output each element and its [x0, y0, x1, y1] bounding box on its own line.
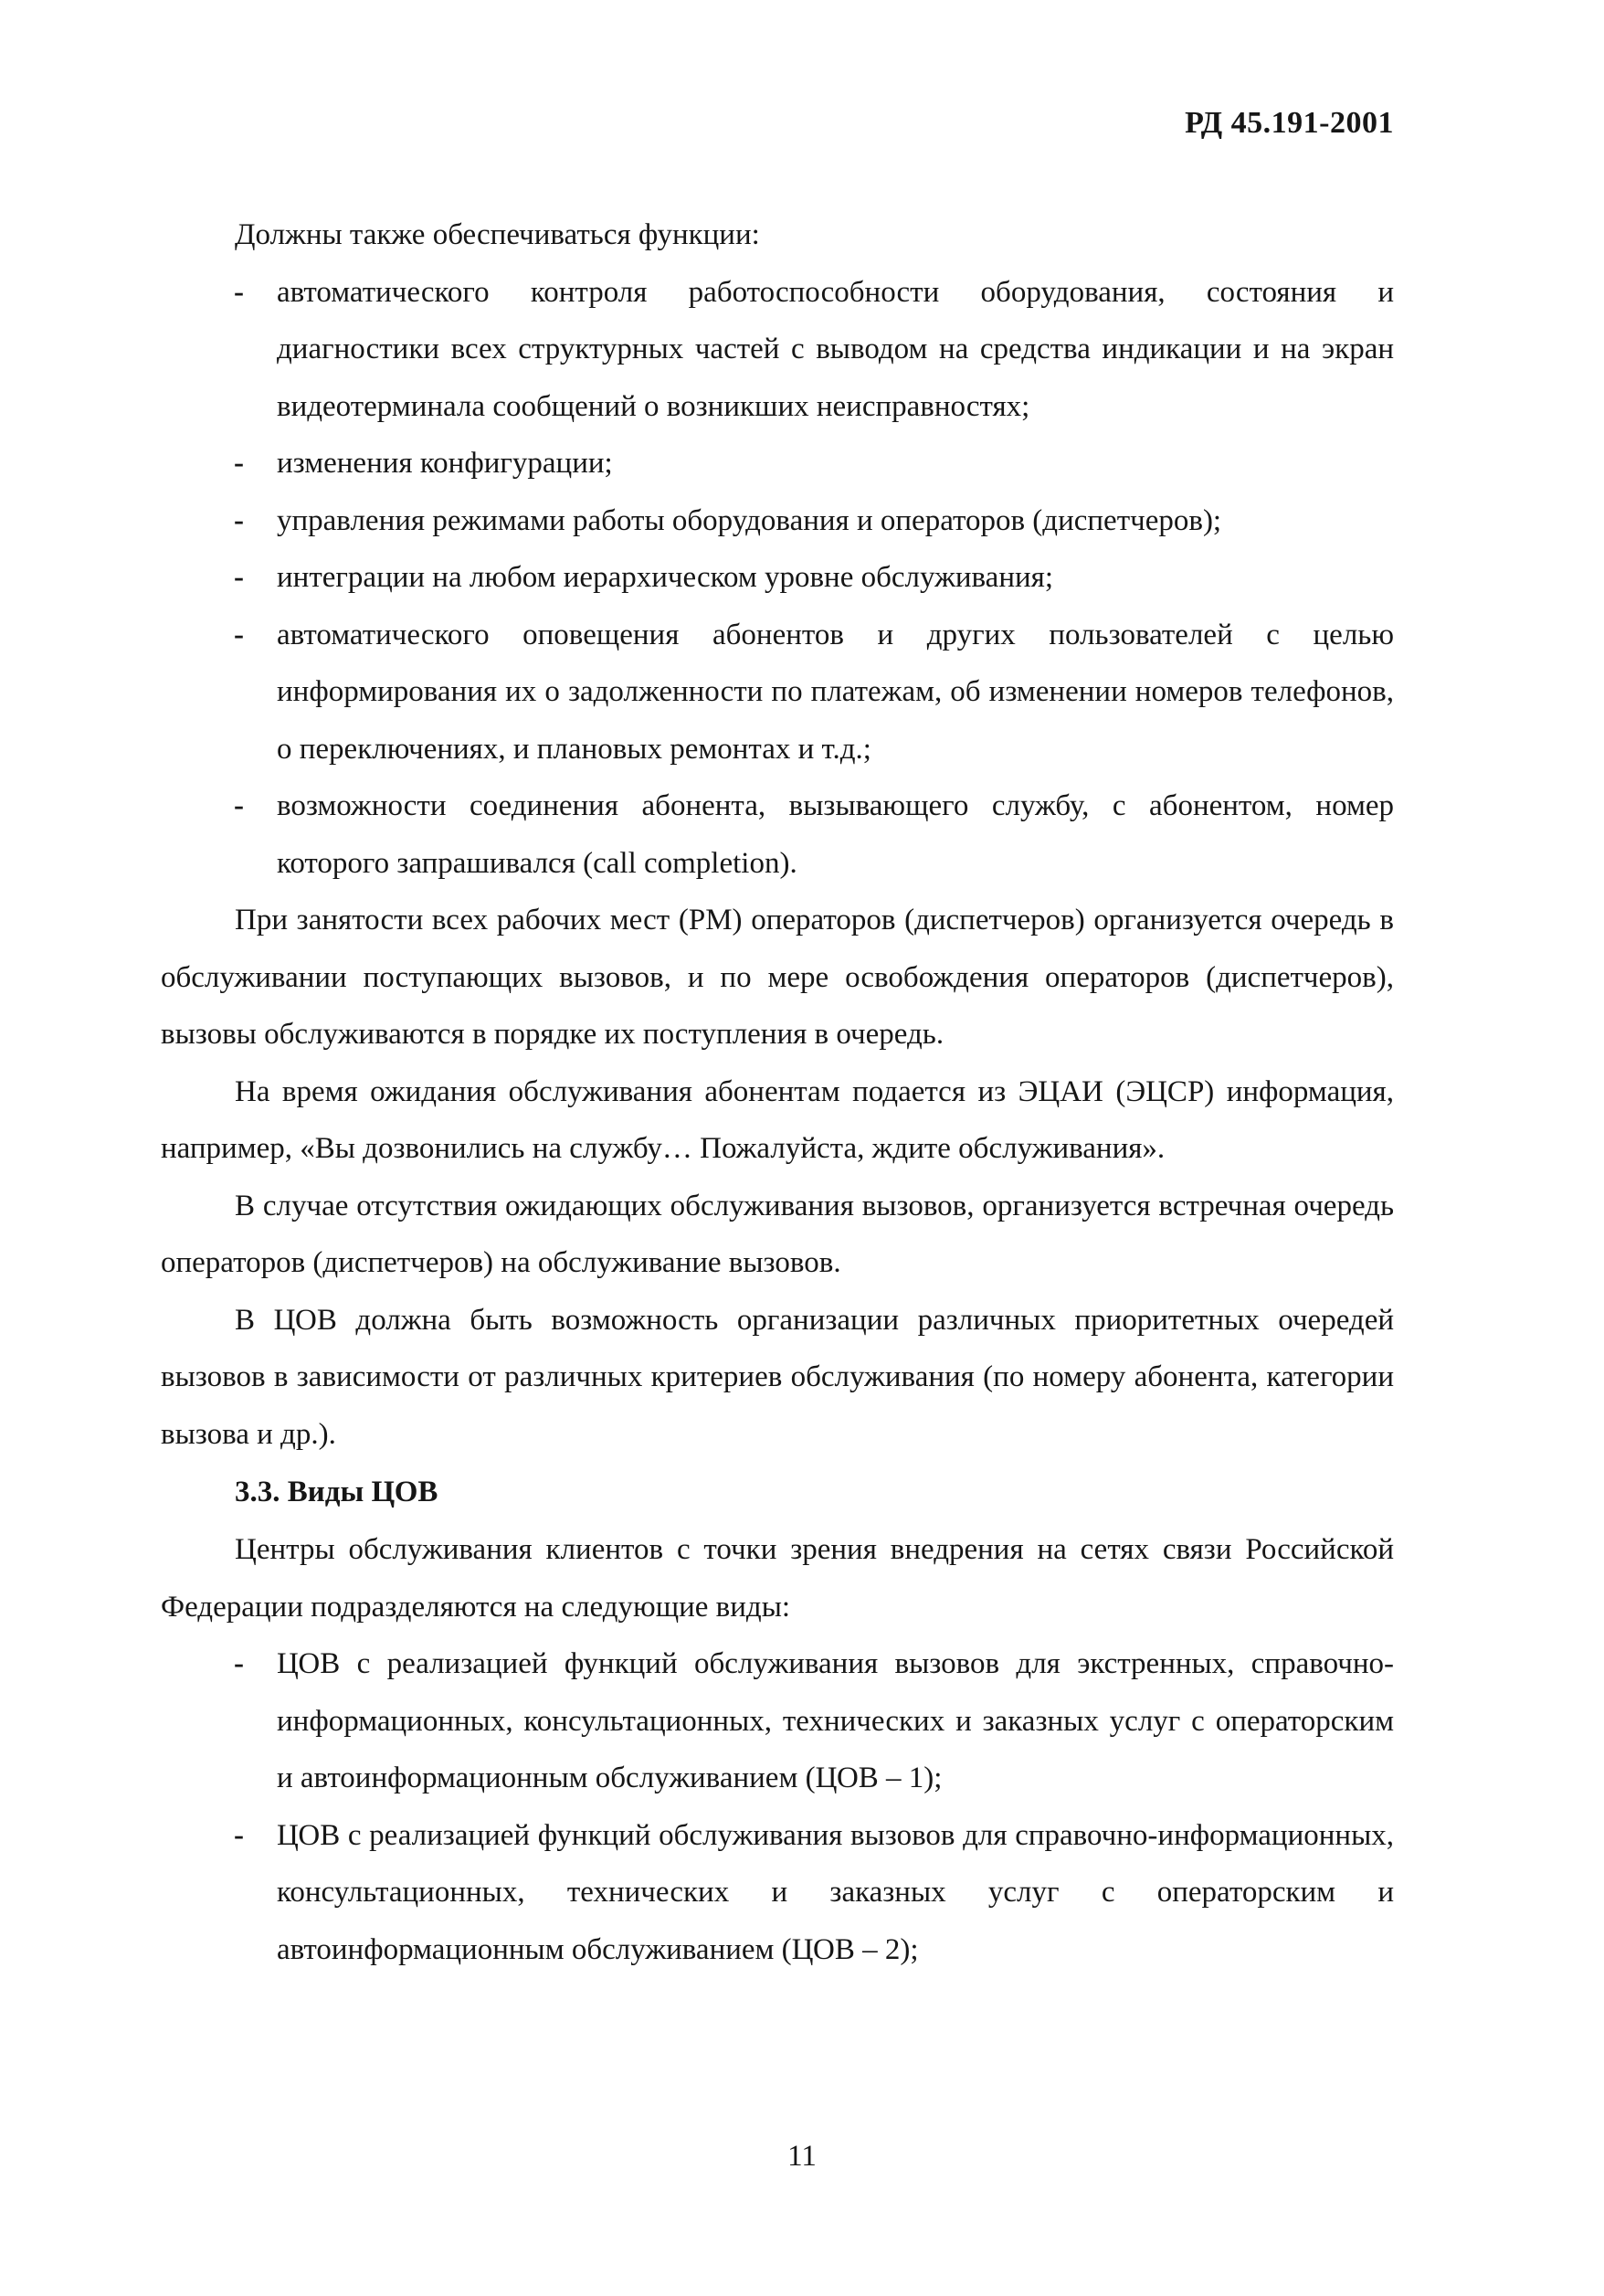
list-item-text: управления режимами работы оборудования и операторов (диспетчеров);	[277, 503, 1222, 537]
list-item-text: автоматического контроля работоспособности оборудования, состояния и диагностики всех структурных частей с выводом на средства индикации и на экран видеотерминала сообщений о возникших неисправностях;	[277, 275, 1394, 423]
list-item-text: возможности соединения абонента, вызывающего службу, с абонентом, номер которого запрашивался (call completion).	[277, 789, 1394, 880]
paragraph-priority-queues: В ЦОВ должна быть возможность организации различных приоритетных очередей вызовов в зависимости от различных критериев обслуживания (по номеру абонента, категории вызова и др.).	[161, 1303, 1394, 1451]
section-intro: Центры обслуживания клиентов с точки зрения внедрения на сетях связи Российской Федерации подразделяются на следующие виды:	[161, 1533, 1394, 1624]
list-item-text: ЦОВ с реализацией функций обслуживания вызовов для экстренных, справочно-информационных, консультационных, технических и заказных услуг с операторским и автоинформационным обслуживанием (ЦОВ – 1);	[277, 1647, 1394, 1794]
list-item	[161, 435, 1394, 492]
list-item-text: автоматического оповещения абонентов и других пользователей с целью информирования их о задолженности по платежам, об изменении номеров телефонов, о переключениях, и плановых ремонтах и т.д.;	[277, 618, 1394, 766]
bullet-dash: -	[234, 1647, 244, 1680]
document-code: РД 45.191-2001	[1185, 106, 1394, 140]
list-item	[161, 549, 1394, 607]
page-number: 11	[787, 2140, 817, 2173]
list-item	[161, 264, 1394, 436]
page-body	[161, 206, 1394, 1978]
types-list	[161, 1635, 1394, 1978]
bullet-dash: -	[234, 503, 244, 537]
bullet-dash: -	[234, 561, 244, 594]
list-item-text: ЦОВ с реализацией функций обслуживания вызовов для справочно-информационных, консультационных, технических и заказных услуг с операторским и автоинформационным обслуживанием (ЦОВ – 2);	[277, 1818, 1394, 1966]
paragraph-queue: При занятости всех рабочих мест (РМ) операторов (диспетчеров) организуется очередь в обслуживании поступающих вызовов, и по мере освобождения операторов (диспетчеров), вызовы обслуживаются в порядке их поступления в очередь.	[161, 904, 1394, 1051]
list-item	[161, 1807, 1394, 1979]
bullet-dash: -	[234, 447, 244, 480]
list-item-text: изменения конфигурации;	[277, 447, 613, 480]
paragraph-waiting: На время ожидания обслуживания абонентам подается из ЭЦАИ (ЭЦСР) информация, например, «Вы дозвонились на службу… Пожалуйста, ждите обслуживания».	[161, 1074, 1394, 1165]
bullet-dash: -	[234, 618, 244, 651]
list-item-text: интеграции на любом иерархическом уровне обслуживания;	[277, 561, 1053, 594]
section-heading: 3.3. Виды ЦОВ	[235, 1476, 438, 1508]
functions-intro: Должны также обеспечиваться функции:	[235, 218, 760, 251]
bullet-dash: -	[234, 1818, 244, 1852]
functions-list	[161, 264, 1394, 893]
paragraph-counter-queue: В случае отсутствия ожидающих обслуживания вызовов, организуется встречная очередь операторов (диспетчеров) на обслуживание вызовов.	[161, 1189, 1394, 1279]
list-item	[161, 1635, 1394, 1807]
bullet-dash: -	[234, 789, 244, 822]
list-item	[161, 607, 1394, 778]
list-item	[161, 778, 1394, 892]
bullet-dash: -	[234, 275, 244, 309]
list-item	[161, 492, 1394, 550]
